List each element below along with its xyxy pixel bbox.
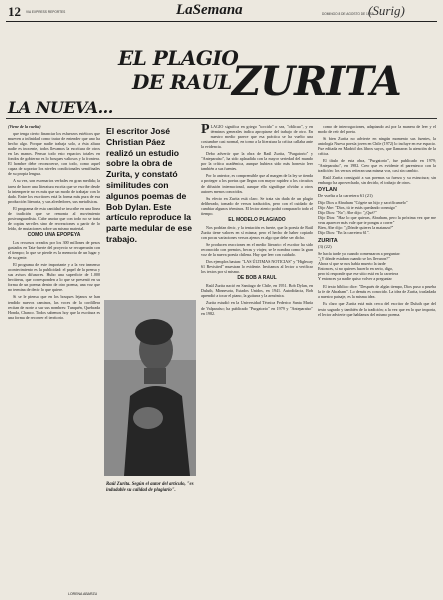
column-1 (8, 124, 100, 594)
column-3 (318, 124, 436, 594)
poem-line: Ahora sí que se nos había muerto la tarde (318, 261, 386, 267)
author-credit: LORENA ABARZU (68, 592, 98, 596)
headline-surname: ZURITA (232, 58, 401, 105)
poem-dylan-title: DYLAN (318, 186, 337, 193)
handwritten-signature: (Surig) (368, 3, 405, 18)
headline-line2: DE RAUL (132, 70, 232, 94)
poem-line: Dijo Dios: "Haz lo que quieras, Abraham, pero la próxima vez que me veas aparecer más vale que te pongas a correr" (318, 214, 436, 225)
issue-date: DOMINGO 8 DE AGOSTO DE 1982 (322, 12, 374, 16)
page-number: 12 (8, 4, 21, 19)
paragraph: Nos podrían decir, y la tentación es fuerte, que la poesía de Raúl Zurita tiene valores en sí misma; pero el hecho de haber copiado con pocas variaciones versos ajenos es algo que debe ser dicho. (201, 224, 313, 240)
paragraph-text: LAGIO significa en griego "torcido" o sea, "oblicuo", y en términos generales indica apropiarse del trabajo de otro. En nuestro medio parece que esa práctica se ha vuelto una costumbre casi normal, en torno a la literatura la crítica callaba ante la evidencia. (201, 124, 313, 150)
paragraph: Se producen reacciones en el medio literario: el escritor ha sido reconocido con premios, becas y viajes; se le nombra como la gran voz de la nueva poesía chilena. Hay que leer con cuidado. (201, 241, 313, 258)
paragraph: El programa de esta cantidad se inscribe en una línea de tradición que se remonta al movimiento postvanguardista. Cabe anotar que con todo no se trata de copias serviles sino de recreaciones a partir de lo leído, de mutaciones sobre un mismo material. (8, 205, 100, 231)
poem-line: Entonces, si no quieres hacerlo en serio, digo, (318, 266, 394, 272)
pull-quote: El escritor José Christian Páez realizó un estudio sobre la obra de Zurita, y constató similitudes con algunos poemas de Bob Dylan. Este artículo reproduce la parte medular de ese trabajo. (106, 126, 192, 244)
poem-line: Y entonces ya nadie quiso volver a preguntar (318, 276, 392, 282)
poem-line: Dijo Dios: "En la carretera 61". (318, 229, 370, 235)
poem-zurita-title: ZURITA (318, 237, 338, 244)
portrait-image (104, 300, 196, 476)
photo-caption: Raúl Zurita. Según el autor del artículo, "es indudable su calidad de plagiario". (106, 482, 194, 493)
paragraph (201, 124, 313, 149)
section-label: VIA EXPRESS REPORTES (26, 10, 66, 14)
paragraph: A su vez, son escenarios verbales en gran medida; la tarea de hacer una literatura escrita que se escribe desde la intemperie no es más que un modo de trabajar con lo dado. Entre los escritores está la forma más pura de esa producción literaria, y sus alrededores, sus metafísicas. (8, 178, 100, 204)
poem-line: Se hacía tarde ya cuando comenzaron a preguntar: (318, 251, 401, 257)
paragraph: Raúl Zurita nació en Santiago de Chile, en 1951. Bob Dylan, en Duluth, Minnesota, Estados Unidos, en 1941. Autodidacta, Bob aprendió a tocar el piano, la guitarra y la armónica. (201, 283, 313, 299)
headline-divider (6, 118, 437, 119)
paragraph: El programa de este importante y a la vez inmenso acontecimiento es la publicidad: el papel de la prensa y sus avisos difusores. Hubo una superficie de 1.000 hectáreas, que corresponden a lo que se presentó en su forma de un poema dentro de otro poema, una voz que no termina de decir lo que quiere. (8, 262, 100, 293)
paragraph: Si bien Zurita no advierte en ningún momento sus fuentes, la antología Nueva poesía joven en Chile (1972) lo incluye en ese espacio. Fue editada en Madrid dos libros suyos, que llamaron la atención de la crítica. (318, 136, 436, 157)
paragraph: Su efecto en Zurita está claro. Se trata sin duda de un plagio deliberado, tomado de versos traducidos, pero con el cuidado de cambiar algunos términos. El lector atento podrá compararlo todo el tiempo. (201, 195, 313, 216)
paragraph: Raúl Zurita consiguió a sus poemas su fuerza y su estructura; sin embargo ha aprovechado, sin decirlo, el trabajo de otros. (318, 175, 436, 186)
masthead-rule (6, 21, 437, 22)
paragraph: Por lo anterior, es comprensible que al margen de la ley se tienda a proteger a los poetas que llegan con mayor rapidez a los circuitos de difusión internacional, aunque ello signifique olvidar a otros autores menos conocidos. (201, 173, 313, 194)
subhead-bob-raul: DE BOB A RAUL (237, 275, 277, 282)
poem-zurita-source: (3) (22) (318, 243, 332, 249)
headline-line1: EL PLAGIO (118, 46, 239, 70)
drop-cap: P (201, 124, 210, 137)
paragraph: El título de esta obra, "Purgatorio", fue publicado en 1979; "Anteparaíso", en 1982. Creo que es evidente el parentesco con la tradición: los versos reiteran una misma voz, casi sin cambio. (318, 158, 436, 174)
poem-line: Bien, Abe dijo: "¿Dónde quieres la matanza?" (318, 224, 394, 230)
poem-line: Dijo Abe: "Dios, tú te estás quedando conmigo" (318, 204, 397, 210)
poem-line: "¿Y dónde estaban cuando se los llevaron?" (318, 256, 390, 262)
poem-dylan-source: De vuelta a la carretera 61 (21) (318, 192, 373, 198)
paragraph: Es claro que Zurita está más cerca del escritor de Duluth que del texto sagrado y también de la tradición; a la vez que en lo que importa, el lector advierte que hablamos del mismo poema. (318, 301, 436, 317)
continued-label: (Viene de la vuelta) (8, 124, 41, 129)
paragraph: Dos ejemplos bastan: "LAS ÚLTIMAS NOTICIAS" y "Highway 61 Revisited" muestran lo evidente. Invitamos al lector a verificar los textos por sí mismo. (201, 259, 313, 275)
paragraph: Si se le piensa que en los bosques lejanos se han tendido nuevos caminos, las voces de la cordillera recitan de norte a sur sus nombres: Tunquén, Quebrada Honda, Chanco. Todos sabemos hoy que la escritura es una forma de recorrer el territorio. (8, 294, 100, 320)
poem-line: Dijo Dios a Abraham "Cógete un hijo y sacrifícamelo" (318, 199, 408, 205)
subhead-epopeya: COMO UNA EPOPEYA (27, 231, 81, 238)
poem-line: Dijo Dios: "No"; Abe dijo: "¿Qué?" (318, 209, 377, 215)
paragraph: como de interrogaciones, adaptando así por la manera de leer y el modo de reír del poeta. (318, 124, 436, 135)
subhead-modelo: EL MODELO PLAGIADO (228, 216, 286, 223)
paragraph: Los recursos creados por los 300 millones de pesos gastados en Tata-fuerte del proyecto se recuperarán con el tiempo; lo que se pierde es la memoria de un lugar y de su gente. (8, 239, 100, 261)
column-2 (201, 124, 313, 594)
masthead (0, 0, 443, 22)
paragraph: Zurita estudió en la Universidad Técnica Federico Santa María de Valparaíso; ha publicado "Purgatorio" en 1979 y "Anteparaíso" en 1982. (201, 300, 313, 316)
brand-logo: LaSemana (176, 2, 243, 18)
paragraph: El texto bíblico dice: "Después de algún tiempo, Dios puso a prueba la fe de Abraham". Lo demás es conocido. La idea de Zurita, trasladada a nuestro paisaje, es la misma idea. (318, 284, 436, 300)
paragraph: Debo advertir que la obra de Raúl Zurita, "Purgatorio" y "Anteparaíso", ha sido aplaudida con la mayor seriedad del mundo por la crítica académica, aunque hubiera sido más honesto leer también a sus fuentes. (201, 151, 313, 172)
kicker: LA NUEVA... (8, 98, 113, 117)
poem-line: pero tú responde que ese sitio está en la carretera (318, 271, 399, 277)
paragraph: que tenga cierto financiar los esfuerzos estéticos que mueven a infinidad como tratar de entender que uno ha hecho algo. Porque nadie trabaja solo, a ésta altura nadie es inocente, todos llevamos la escritura de otros en las manos. Pensar todo esto espacios totales en fondos de gobierno es lo bosques valiosos y la frontera. El hombre debe reconocerse, con todo, como aquel capaz de soportar los niveles condicionales semifinales de su propia lengua. (8, 131, 100, 177)
author-photo (104, 300, 196, 476)
